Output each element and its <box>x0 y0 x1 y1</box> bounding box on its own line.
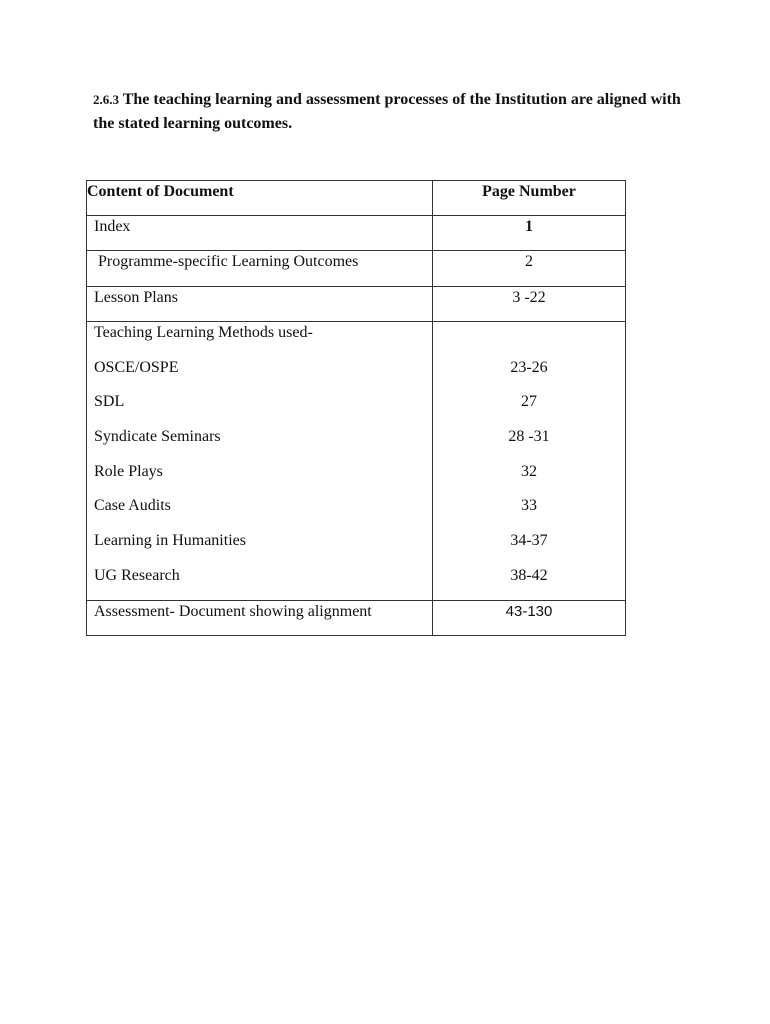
row-plo-page: 2 <box>525 253 533 270</box>
table-row <box>87 215 626 251</box>
table-row <box>87 600 626 636</box>
header-page-number: Page Number <box>433 181 626 216</box>
row-plo-page-cell <box>433 251 626 287</box>
row-assessment-page: 43-130 <box>505 602 553 620</box>
method-item-page: 32 <box>521 462 537 480</box>
table-row <box>87 251 626 287</box>
section-title: The teaching learning and assessment processes of the Institution are aligned with the stated learning outcomes. <box>93 91 681 132</box>
row-index-page: 1 <box>525 217 533 235</box>
method-item-page: 33 <box>521 497 537 515</box>
row-assessment-content-cell <box>87 600 433 636</box>
row-assessment-content: Assessment- Document showing alignment <box>94 602 372 620</box>
row-plo-content: Programme-specific Learning Outcomes <box>98 253 359 270</box>
method-item: UG Research <box>94 566 180 584</box>
row-lesson-plans-content-cell <box>87 286 433 322</box>
row-lesson-plans-page-cell <box>433 286 626 322</box>
method-item: SDL <box>94 393 125 411</box>
methods-page-cell <box>433 322 626 601</box>
method-item: OSCE/OSPE <box>94 358 179 376</box>
method-item-page: 27 <box>521 393 537 411</box>
method-item: Role Plays <box>94 462 163 480</box>
row-index-content-cell <box>87 215 433 251</box>
method-item: Syndicate Seminars <box>94 428 221 446</box>
method-item-page: 38-42 <box>510 566 548 584</box>
method-item-page: 28 -31 <box>508 428 550 446</box>
row-index-page-cell <box>433 215 626 251</box>
methods-content-cell <box>87 322 433 601</box>
method-item-page: 23-26 <box>510 358 548 376</box>
table-row-methods-group <box>87 322 626 601</box>
method-group-page-blank <box>433 322 625 357</box>
method-item: Case Audits <box>94 497 171 515</box>
method-item: Learning in Humanities <box>94 532 246 550</box>
row-assessment-page-cell <box>433 600 626 636</box>
section-heading <box>93 88 693 136</box>
section-number: 2.6.3 <box>93 92 119 107</box>
row-index-content: Index <box>94 217 131 235</box>
method-item-page: 34-37 <box>510 532 548 550</box>
row-plo-content-cell <box>87 251 433 287</box>
contents-table <box>86 180 626 636</box>
row-lesson-plans-content: Lesson Plans <box>94 288 178 306</box>
table-header-row <box>87 181 626 216</box>
header-content-of-document: Content of Document <box>87 181 433 216</box>
row-lesson-plans-page: 3 -22 <box>512 288 546 306</box>
table-row <box>87 286 626 322</box>
methods-group-label: Teaching Learning Methods used- <box>94 324 313 341</box>
